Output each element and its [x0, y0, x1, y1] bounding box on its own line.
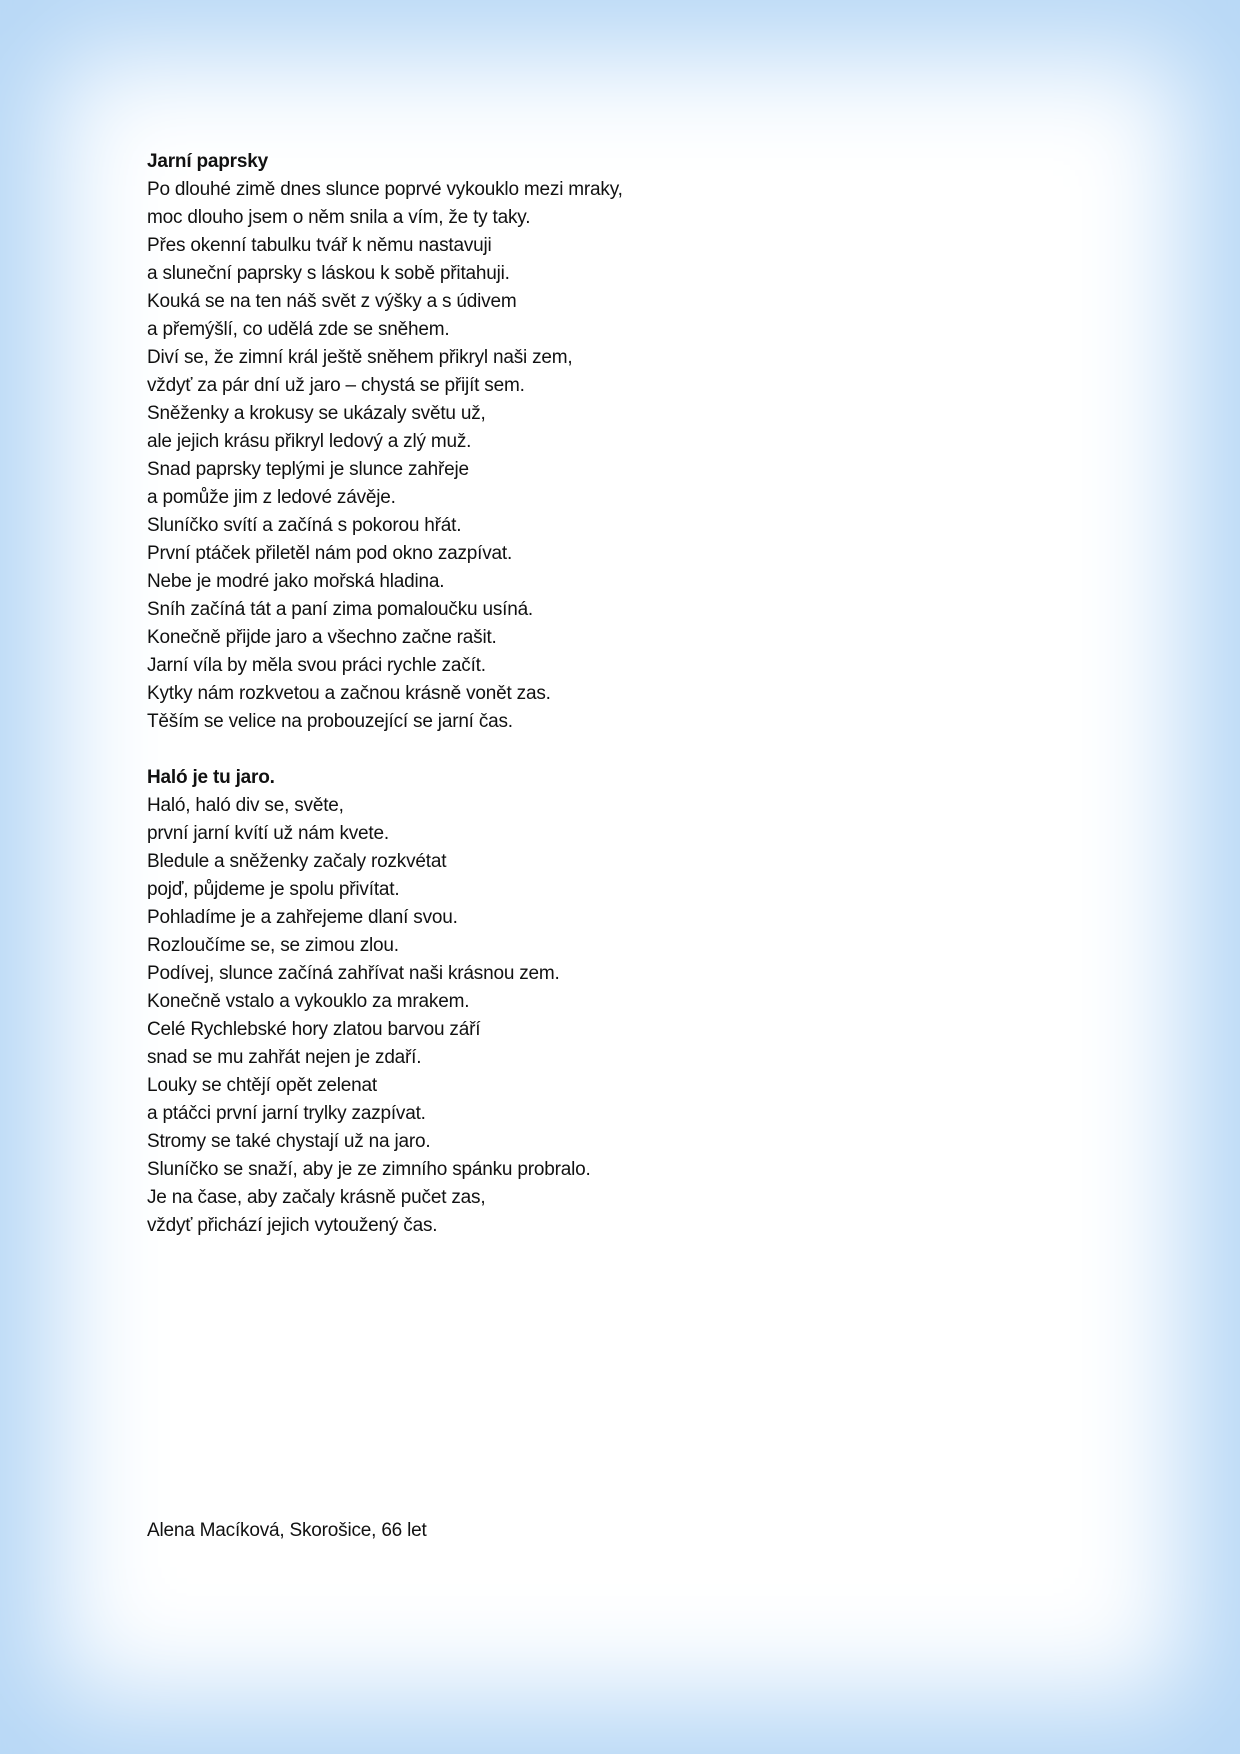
poem-line: První ptáček přiletěl nám pod okno zazpívat.	[147, 543, 513, 564]
poem-line: Rozloučíme se, se zimou zlou.	[147, 935, 399, 956]
poem-line: Louky se chtějí opět zelenat	[147, 1075, 377, 1096]
poem-line: Je na čase, aby začaly krásně pučet zas,	[147, 1187, 486, 1208]
poem-line: pojď, půjdeme je spolu přivítat.	[147, 879, 400, 900]
poem-line: vždyť za pár dní už jaro – chystá se přijít sem.	[147, 375, 525, 396]
poem-line: Po dlouhé zimě dnes slunce poprvé vykouklo mezi mraky,	[147, 179, 623, 200]
poem-line: snad se mu zahřát nejen je zdaří.	[147, 1047, 422, 1068]
poem-line: Haló, haló div se, světe,	[147, 795, 344, 816]
poem-line: ale jejich krásu přikryl ledový a zlý muž.	[147, 431, 472, 452]
poem-line: Konečně vstalo a vykouklo za mrakem.	[147, 991, 470, 1012]
poem-line: Stromy se také chystají už na jaro.	[147, 1131, 431, 1152]
document-body	[147, 148, 1107, 1240]
poem-line: Těším se velice na probouzející se jarní čas.	[147, 711, 513, 732]
poem-line: a pomůže jim z ledové závěje.	[147, 487, 396, 508]
poem-line: a přemýšlí, co udělá zde se sněhem.	[147, 319, 450, 340]
poem-line: Snad paprsky teplými je slunce zahřeje	[147, 459, 469, 480]
poem-line: Přes okenní tabulku tvář k němu nastavuji	[147, 235, 492, 256]
poem-title: Haló je tu jaro.	[147, 767, 275, 788]
poem-jarni-paprsky	[147, 148, 1107, 736]
poem-line: Konečně přijde jaro a všechno začne rašit.	[147, 627, 497, 648]
poem-line: Celé Rychlebské hory zlatou barvou září	[147, 1019, 481, 1040]
poem-line: Kytky nám rozkvetou a začnou krásně vonět zas.	[147, 683, 551, 704]
poem-lines	[147, 176, 1107, 736]
poem-lines	[147, 792, 1107, 1240]
poem-line: Sněženky a krokusy se ukázaly světu už,	[147, 403, 486, 424]
poem-line: Bledule a sněženky začaly rozkvétat	[147, 851, 447, 872]
poem-line: Podívej, slunce začíná zahřívat naši krásnou zem.	[147, 963, 560, 984]
poem-line: a ptáčci první jarní trylky zazpívat.	[147, 1103, 426, 1124]
poem-line: Sníh začíná tát a paní zima pomaloučku usíná.	[147, 599, 534, 620]
poem-line: moc dlouho jsem o něm snila a vím, že ty taky.	[147, 207, 531, 228]
poem-line: Sluníčko se snaží, aby je ze zimního spánku probralo.	[147, 1159, 591, 1180]
poem-line: vždyť přichází jejich vytoužený čas.	[147, 1215, 438, 1236]
poem-line: Sluníčko svítí a začíná s pokorou hřát.	[147, 515, 462, 536]
poem-line: první jarní kvítí už nám kvete.	[147, 823, 389, 844]
poem-line: Jarní víla by měla svou práci rychle začít.	[147, 655, 486, 676]
author-signature: Alena Macíková, Skorošice, 66 let	[147, 1520, 427, 1541]
poem-line: Kouká se na ten náš svět z výšky a s údivem	[147, 291, 517, 312]
poem-halo-je-tu-jaro	[147, 764, 1107, 1240]
poem-line: a sluneční paprsky s láskou k sobě přitahuji.	[147, 263, 510, 284]
poem-line: Nebe je modré jako mořská hladina.	[147, 571, 445, 592]
poem-line: Diví se, že zimní král ještě sněhem přikryl naši zem,	[147, 347, 573, 368]
poem-line: Pohladíme je a zahřejeme dlaní svou.	[147, 907, 458, 928]
poem-title: Jarní paprsky	[147, 151, 268, 172]
